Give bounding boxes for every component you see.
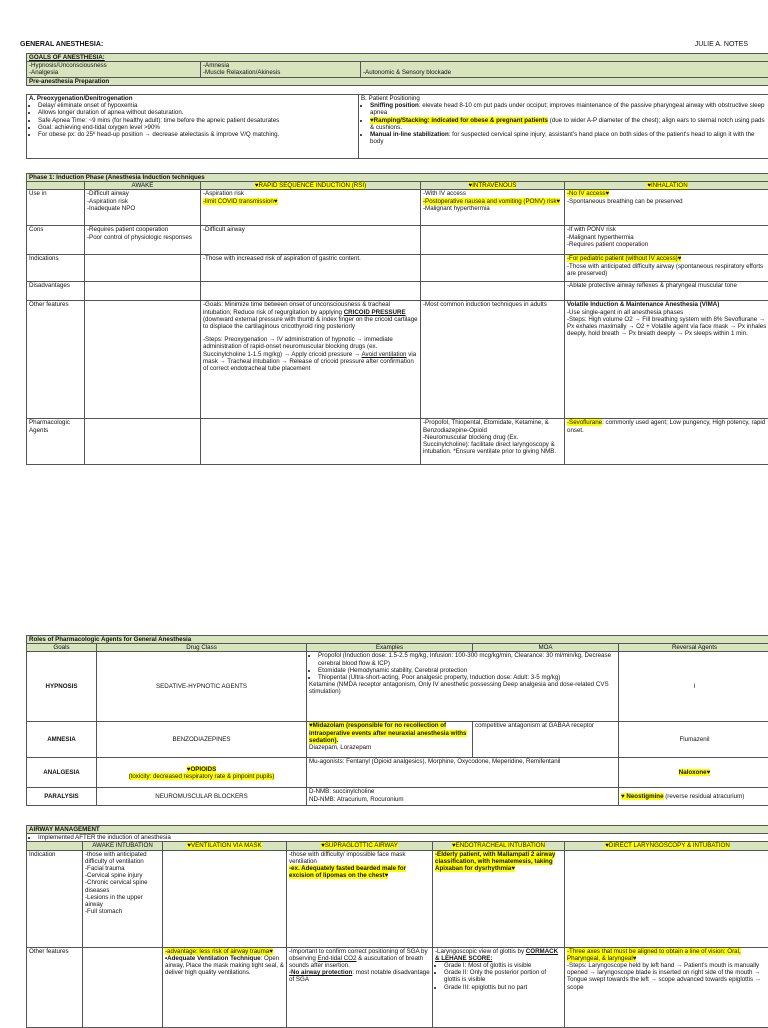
table-cell: -With IV access -Postoperative nausea and vomiting (PONV) risk♥ -Malignant hyperthermia [421,190,565,226]
row-label: Indication [27,850,83,947]
table-cell: -Propofol, Thiopental, Etomidate, Ketamine, & Benzodiazepine-Opioid -Neuromuscular blocking drug (Ex. Succinylcholine): facilitate direct laryngoscopy & intubation. *Ensure ventilate prior to giving NMB. [421,419,565,465]
list-item: • Safe Apnea Time: ~9 mins (for healthy adult): time before the apneic patient desaturates [38,117,356,124]
examples-cell: ♥Midazolam (responsible for no recollection of intraoperative events after neuraxial anesthesia withs sedation). Diazepam, Lorazepam [307,722,473,758]
list-item: • Manual in-line stabilization: for suspected cervical spine injury; assistant's hand place on both sides of the patient's head to align it with the body [370,131,768,145]
phase1-title: Phase 1: Induction Phase (Anesthesia Induction techniques [27,174,768,182]
induction-table [26,173,768,465]
list-item: • Sniffing position: elevate head 8-10 cm put pads under occiput; improves maintenance of the passive pharyngeal airway with obstructive sleep apnea [370,102,768,116]
table-cell: -Important to confirm correct positioning of SGA by observing End-tidal CO2 & auscultation of breath sounds after insertion. -No airway protection: most notable disadvantage of SGA [287,947,433,1027]
examples-cell: D-NMB: succinylcholine ND-NMB: Atracurium, Rocuronium [307,788,619,806]
roles-title: Roles of Pharmacologic Agents for General Anesthesia [27,636,768,644]
moa-cell: competitive antagonism at GABAA receptor [473,722,619,758]
col-header: ♥DIRECT LARYNGOSCOPY & INTUBATION [565,842,768,850]
examples-cell: • Propofol (Induction dose: 1.5-2.5 mg/kg, Infusion: 100-300 mcg/kg/min, Clearance: 30 ml/min/kg, Decrease cerebral blood flow & ICP) • Etomidate (Hemodynamic stability, Cerebral protection • Thiopental (Ultra-short-acting, Poor analgesic property, Induction dose: Adult: 3-5 mg/kg) Ketamine (NMDA receptor antagonism, Only IV anesthetic possessing Deep analgesia and dose-related CVS stimulation) [307,652,619,722]
table-cell: -Sevoflurane: commonly used agent; Low pungency, High potency, rapid onset. [565,419,768,465]
col-header: AWAKE INTUBATION [83,842,163,850]
goal-cell: AMNESIA [27,722,97,758]
table-cell: -advantage: less risk of airway trauma♥ •Adequate Ventilation Technique: Open airway, Place the mask making tight seal, & deliver high quality ventilations. [163,947,287,1027]
list-item: • Delay/ eliminate onset of hypoxemia [38,102,356,109]
table-cell: -those with anticipated difficulty of ventilation -Facial trauma -Cervical spine injury -Chronic cervical spine diseases -Lesions in the upper airway -Full stomach [83,850,163,947]
col-header: ♥INHALATION [565,182,768,190]
table-cell: -Most common induction techniques in adults [421,301,565,419]
col-header: Reversal Agents [619,644,768,652]
class-cell: ♥OPIOIDS (toxicity: decreased respiratory rate & pinpoint pupils) [97,758,307,788]
goal-item: -Muscle Relaxation/Akinesis [203,69,280,76]
table-cell: Volatile Induction & Maintenance Anesthesia (VIMA) -Use single-agent in all anesthesia phases -Steps: High volume O2 → Fill breathing system with 8% Sevoflurane → Px exhales maximally → O2 + Volatile agent via face mask → Px inhales deeply, hold breath → Px breath deeply → Px sleeps within 1 min. [565,301,768,419]
table-cell: -Goals: Minimize time between onset of unconsciousness & tracheal intubation; Reduce risk of regurgitation by applying CRICOID PRESSURE (downward external pressure with thumb & index finger on the cricoid cartilage to displace the cartilaginous cricothyroid ring posteriorly -Steps: Preoxygenation → IV administration of hypnotic → immediate administration of rapid-onset neuromuscular blocking drugs (ex. Succinylcholine 1-1.5 mg/kg) → Apply cricoid pressure → Avoid ventilation via mask → Tracheal intubation → Release of cricoid pressure after confirmation of correct endotracheal tube placement [201,301,421,419]
row-label: Disadvantages [27,282,85,301]
airway-title: AIRWAY MANAGEMENT [27,826,768,834]
table-cell: -If with PONV risk -Malignant hyperthermia -Requires patient cooperation [565,226,768,255]
list-item: • ♥Ramping/Stacking: indicated for obese & pregnant patients (due to wider A-P diameter of the chest); align ears to sternal notch using pads & cushions. [370,117,768,131]
table-cell: -Those with increased risk of aspiration of gastric content. [201,255,421,282]
goal-cell: HYPNOSIS [27,652,97,722]
list-item: • Goal: achieving end-tidal oxygen level >90% [38,124,356,131]
goal-cell: PARALYSIS [27,788,97,806]
page-header [20,41,748,48]
list-item: • Allows longer duration of apnea without desaturation. [38,109,356,116]
table-cell: -those with difficulty/ impossible face mask ventilation -ex. Adequately fasted bearded male for excision of lipomas on the chest♥ [287,850,433,947]
row-label: Other features [27,947,83,1027]
table-cell: -Difficult airway -Aspiration risk -Inadequate NPO [85,190,201,226]
reversal-cell: Flumazenil [619,722,768,758]
prep-table [26,94,768,159]
table-cell: -Requires patient cooperation -Poor control of physiologic responses [85,226,201,255]
table-cell: -Three axes that must be aligned to obtain a line of vision: Oral, Pharyngeal, & laryngeal♥ -Steps: Laryngoscope held by left hand → Patient's mouth is manually opened → laryngoscope blade is inserted on right side of the mouth → Tongue swept towards the left → scope advanced towards epiglottis → scope [565,947,768,1027]
table-cell: -No IV access♥ -Spontaneous breathing can be preserved [565,190,768,226]
col-header: MOA [473,644,619,652]
col-header: Drug Class [97,644,307,652]
goals-title: GOALS OF ANESTHESIA: [29,54,105,61]
row-label: Indications [27,255,85,282]
table-cell: -Difficult airway [201,226,421,255]
reversal-cell: Naloxone♥ [619,758,768,788]
class-cell: SEDATIVE-HYPNOTIC AGENTS [97,652,307,722]
table-cell: -Laryngoscopic view of glottis by CORMACK & LEHANE SCORE: • Grade I: Most of glottis is visible • Grade II: Only the posterior portion of glottis is visible • Grade III: epiglottis but no part [433,947,565,1027]
col-header: Goals [27,644,97,652]
table-cell: -Ablate protective airway reflexes & pharyngeal muscular tone [565,282,768,301]
col-header: ♥INTRAVENOUS [421,182,565,190]
roles-table [26,635,768,806]
positioning-title: B. Patient Positioning [361,95,768,102]
list-item: • For obese px: do 25º head-up position → decrease atelectasis & improve V/Q matching. [38,131,356,138]
table-cell: -Elderly patient, with Mallampati 2 airway classification, with hematemesis, taking Apixaban for dysrhythmia♥ [433,850,565,947]
goal-cell: ANALGESIA [27,758,97,788]
col-header: Examples [307,644,473,652]
row-label: Cons [27,226,85,255]
row-label: Pharmacologic Agents [27,419,85,465]
row-label: Other features [27,301,85,419]
col-header: ♥VENTILATION VIA MASK [163,842,287,850]
goals-table [26,53,768,86]
goal-item: -Amnesia [203,62,229,69]
col-header: ♥RAPID SEQUENCE INDUCTION (RSI) [201,182,421,190]
airway-subtitle: • Implemented AFTER the induction of anesthesia [27,834,768,842]
table-cell: -Aspiration risk -limit COVID transmission♥ [201,190,421,226]
reversal-cell: I [619,652,768,722]
table-cell: -For pediatric patient (without IV access)♥ -Those with anticipated difficulty airway (spontaneous respiratory efforts are preserved) [565,255,768,282]
prep-title: Pre-anesthesia Preparation [27,77,768,85]
page-title: GENERAL ANESTHESIA: [20,41,103,48]
author-label: JULIE A. NOTES [695,41,748,48]
class-cell: NEUROMUSCULAR BLOCKERS [97,788,307,806]
goal-item: -Autonomic & Sensory blockade [363,69,451,76]
airway-table [26,825,768,1028]
examples-cell: Mu-agonists: Fentanyl (Opioid analgesics), Morphine, Oxycodone, Meperidine, Remifentanil [307,758,619,788]
row-label: Use in [27,190,85,226]
class-cell: BENZODIAZEPINES [97,722,307,758]
col-header: AWAKE [85,182,201,190]
preox-title: A. Preoxygenation/Denitrogenation [29,95,356,102]
col-header: ♥SUPRAGLOTTIC AIRWAY [287,842,433,850]
col-header: ♥ENDOTRACHEAL INTUBATION [433,842,565,850]
goal-item: -Analgesia [29,69,58,76]
goal-item: -Hypnosis/Unconsciousness [29,62,107,69]
reversal-cell: ♥ Neostigmine (reverse residual atracurium) [619,788,768,806]
